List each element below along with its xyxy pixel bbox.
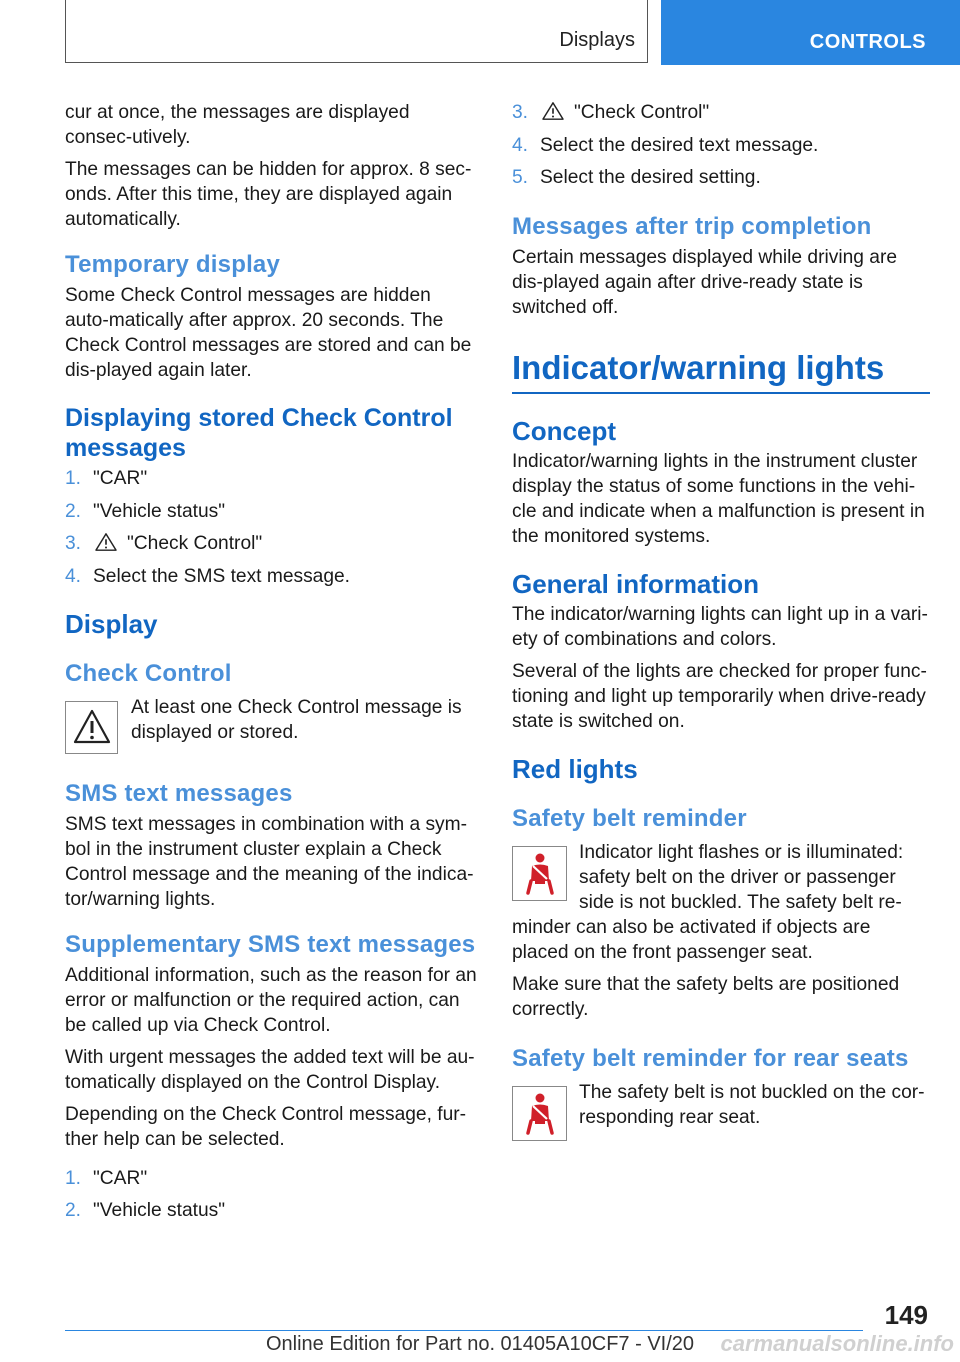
- footer-edition: Online Edition for Part no. 01405A10CF7 - VI/20: [265, 1333, 695, 1355]
- rear-belt-icon-box: [512, 1086, 567, 1141]
- page-number: 149: [884, 1300, 928, 1330]
- rear-belt-text: The safety belt is not buckled on the cor-responding rear seat.: [579, 1082, 925, 1128]
- list-item: 4. Select the SMS text message.: [65, 565, 351, 587]
- display-heading: Display: [65, 608, 158, 639]
- indicator-lights-heading: Indicator/warning lights: [512, 348, 930, 394]
- red-lights-heading: Red lights: [512, 754, 638, 784]
- sms-text: SMS text messages in combination with a sym-bol in the instrument cluster explain a Check Control message and the meaning of the indica-tor/warning lights.: [65, 813, 474, 910]
- check-control-icon-box: [65, 701, 118, 754]
- check-control-block: [65, 695, 477, 761]
- safety-belt-text: Indicator light flashes or is illuminated: safety belt on the driver or passenger side is not buckled. The safety belt re-minder can also be activated if objects are placed on the front passenger seat.: [512, 842, 904, 963]
- general-info-heading: General information: [512, 569, 760, 599]
- intro-paragraph-2: The messages can be hidden for approx. 8 sec-onds. After this time, they are displayed again automatically.: [65, 159, 472, 230]
- list-item: 4. Select the desired text message.: [512, 134, 819, 156]
- rear-belt-block: [512, 1080, 930, 1145]
- trip-completion-heading: Messages after trip completion: [512, 213, 872, 240]
- safety-belt-icon-box: [512, 846, 567, 901]
- check-control-text: At least one Check Control message is displayed or stored.: [131, 696, 462, 743]
- list-item: 5. Select the desired setting.: [512, 167, 761, 188]
- check-control-steps-continued: [512, 100, 930, 190]
- general-info-p1: The indicator/warning lights can light up in a vari-ety of combinations and colors.: [512, 604, 928, 650]
- stored-messages-heading: Displaying stored Check Control messages: [65, 404, 453, 462]
- temporary-display-heading: Temporary display: [65, 251, 281, 278]
- intro-paragraph-1: cur at once, the messages are displayed consec-utively.: [65, 102, 410, 148]
- header-section-tab: [65, 0, 648, 63]
- supplementary-p2: With urgent messages the added text will be au-tomatically displayed on the Control Display.: [65, 1046, 475, 1093]
- concept-heading: Concept: [512, 416, 616, 446]
- watermark: carmanualsonline.info: [720, 1331, 954, 1356]
- supplementary-p1: Additional information, such as the reason for an error or malfunction or the required action, can be called up via Check Control.: [65, 964, 477, 1036]
- list-item: 1. "CAR": [65, 1167, 148, 1189]
- list-item: 3. "Check Control": [512, 102, 710, 123]
- supplementary-heading: Supplementary SMS text messages: [65, 930, 476, 958]
- list-item: 2. "Vehicle status": [65, 1200, 226, 1221]
- warning-triangle-icon: [93, 532, 119, 552]
- right-column: [512, 100, 930, 1152]
- header-chapter-tab: [661, 0, 960, 65]
- check-control-heading: Check Control: [65, 659, 232, 687]
- rear-belt-heading: Safety belt reminder for rear seats: [512, 1045, 909, 1072]
- stored-messages-steps: [65, 466, 477, 589]
- supplementary-steps: [65, 1166, 477, 1224]
- concept-text: Indicator/warning lights in the instrument cluster display the status of some functions in the vehi-cle and indicate when a malfunction is present in the monitored systems.: [512, 451, 925, 547]
- supplementary-p3: Depending on the Check Control message, fur-ther help can be selected.: [65, 1103, 467, 1150]
- trip-completion-text: Certain messages displayed while driving are dis-played again after drive-ready state is switched off.: [512, 247, 898, 318]
- list-item: 3. "Check Control": [65, 533, 263, 554]
- warning-triangle-icon: [72, 708, 112, 746]
- safety-belt-block: [512, 840, 930, 965]
- seat-belt-icon: [518, 1091, 562, 1137]
- warning-triangle-icon: [540, 101, 566, 121]
- seat-belt-icon: [518, 851, 562, 897]
- sms-heading: SMS text messages: [65, 779, 293, 807]
- safety-belt-p2: Make sure that the safety belts are positioned correctly.: [512, 974, 900, 1020]
- header-section-title: Displays: [559, 29, 635, 51]
- general-info-p2: Several of the lights are checked for proper func-tioning and light up temporarily when drive-ready state is switched on.: [512, 661, 927, 732]
- temporary-display-text: Some Check Control messages are hidden auto-matically after approx. 20 seconds. The Check Control messages are stored and can be dis-played again later.: [65, 285, 472, 381]
- list-item: 2. "Vehicle status": [65, 500, 226, 522]
- left-column: [65, 100, 477, 1231]
- list-item: 1. "CAR": [65, 468, 148, 489]
- safety-belt-heading: Safety belt reminder: [512, 805, 747, 832]
- header-chapter-title: CONTROLS: [809, 31, 926, 53]
